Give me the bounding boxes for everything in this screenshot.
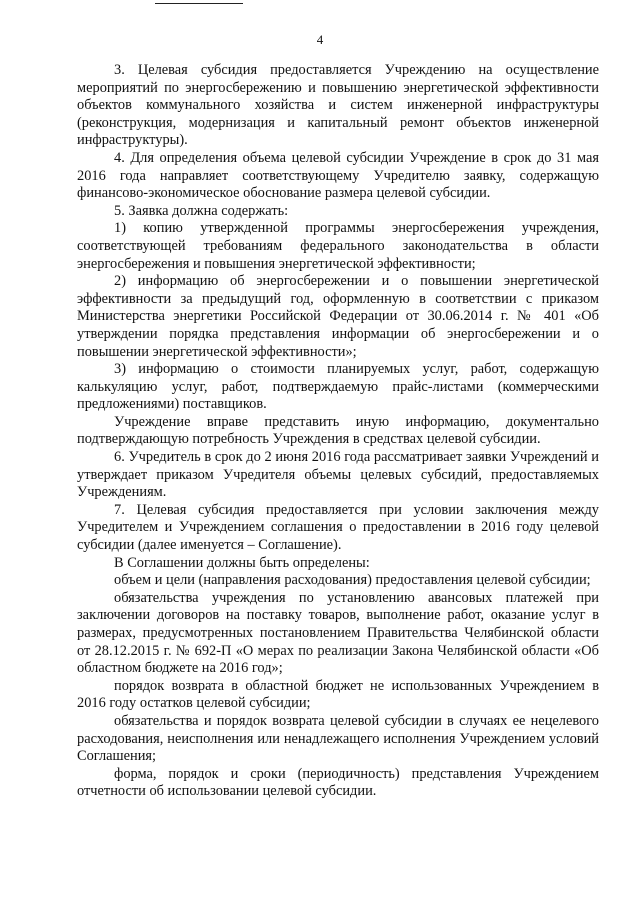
paragraph-item-7: 7. Целевая субсидия предоставляется при условии заключения между Учредителем и Учреждением соглашения о предоставлении в 2016 году целевой субсидии (далее именуется – Соглашение). [77, 501, 599, 554]
agreement-term-volume: объем и цели (направления расходования) предоставления целевой субсидии; [114, 572, 591, 589]
subitem-2: 2) информацию об энергосбережении и о повышении энергетической эффективности за предыдущий год, оформленную в соответствии с приказом Министерства энергетики Российской Федерации от 30.06.2014 г. № 401 «Об утверждении порядка представления информации об энергосбережении и о повышении энергетической эффективности»; [77, 273, 599, 360]
paragraph-item-4: 4. Для определения объема целевой субсидии Учреждение в срок до 31 мая 2016 года направляет соответствующему Учредителю заявку, содержащую финансово-экономическое обоснование размера целевой субсидии. [77, 149, 599, 202]
paragraph-item-6: 6. Учредитель в срок до 2 июня 2016 года рассматривает заявки Учреждений и утверждает приказом Учредителя объемы целевых субсидий, предоставляемых Учреждениям. [77, 449, 599, 501]
document-body [77, 62, 599, 801]
top-rule [155, 3, 243, 4]
agreement-term-reporting: форма, порядок и сроки (периодичность) представления Учреждением отчетности об использовании целевой субсидии. [77, 765, 599, 800]
agreement-term-return: порядок возврата в областной бюджет не использованных Учреждением в 2016 году остатков целевой субсидии; [77, 677, 599, 712]
agreement-term-misuse: обязательства и порядок возврата целевой субсидии в случаях ее нецелевого расходования, неисполнения или ненадлежащего исполнения Учреждением условий Соглашения; [77, 712, 599, 765]
page-number: 4 [316, 32, 324, 47]
subitem-1: 1) копию утвержденной программы энергосбережения учреждения, соответствующей требованиям федерального законодательства в области энергосбережения и повышения энергетической эффективности; [77, 220, 599, 272]
additional-info-paragraph: Учреждение вправе представить иную информацию, документально подтверждающую потребность Учреждения в средствах целевой субсидии. [77, 413, 599, 448]
subitem-3: 3) информацию о стоимости планируемых услуг, работ, содержащую калькуляцию услуг, работ, подтверждаемую прайс-листами (коммерческими предложениями) поставщиков. [77, 361, 599, 413]
agreement-intro: В Соглашении должны быть определены: [114, 554, 370, 571]
agreement-term-obligations: обязательства учреждения по установлению авансовых платежей при заключении договоров на поставку товаров, выполнение работ, оказание услуг в размерах, предусмотренных постановлением Правительства Челябинской области от 28.12.2015 г. № 692-П «О мерах по реализации Закона Челябинской области «Об областном бюджете на 2016 год»; [77, 589, 599, 677]
paragraph-item-5: 5. Заявка должна содержать: [114, 202, 289, 219]
paragraph-item-3: 3. Целевая субсидия предоставляется Учреждению на осуществление мероприятий по энергосбережению и повышению энергетической эффективности объектов коммунального хозяйства и систем инженерной инфраструктуры (реконструкция, модернизация и капитальный ремонт объектов инженерной инфраструктуры). [77, 62, 599, 149]
